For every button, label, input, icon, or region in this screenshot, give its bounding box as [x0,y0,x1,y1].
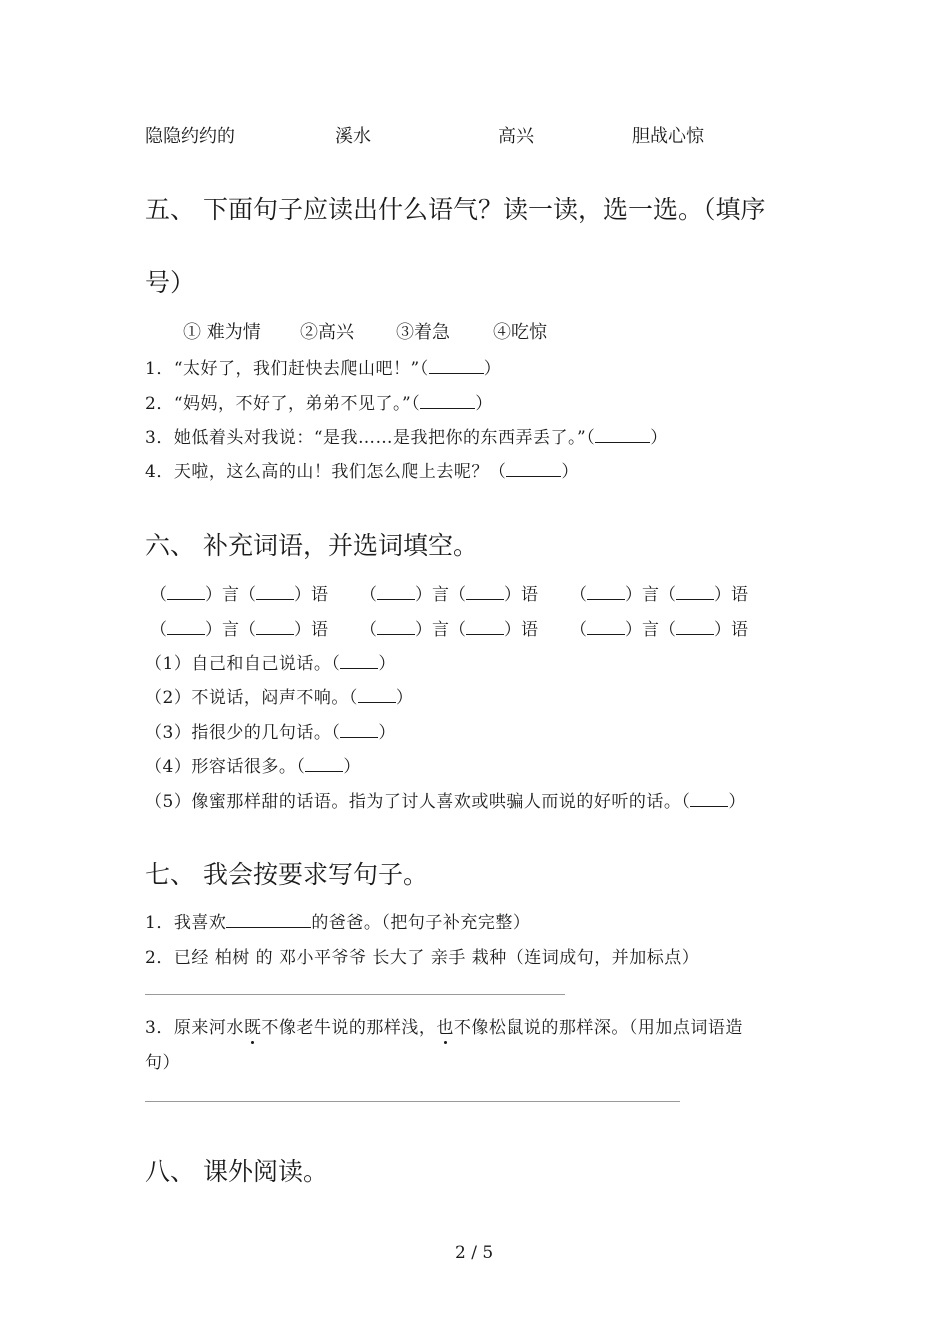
section7-heading: 七、 我会按要求写句子。 [145,860,428,889]
section5-heading: 五、 下面句子应读出什么语气？读一读，选一选。（填序 [145,195,766,224]
emphasis-dot-char: 既 [243,1018,262,1038]
emphasis-dot-char: 也 [436,1018,454,1038]
page-number: 2 / 5 [455,1243,494,1263]
answer-blank[interactable] [420,394,475,409]
s6-question-5: （5）像蜜那样甜的话语。指为了讨人喜欢或哄骗人而说的好听的话。（ ） [145,792,746,812]
s6-question-1: （1）自己和自己说话。（ ） [145,654,396,674]
answer-line[interactable] [145,1101,680,1102]
answer-blank[interactable] [429,359,484,374]
section8-heading: 八、 课外阅读。 [145,1157,328,1186]
idiom-fill[interactable]: （ ）言（ ）语 [150,620,328,640]
s7-question-3: 3．原来河水既不像老牛说的那样浅，也不像松鼠说的那样深。（用加点词语造 [145,1018,743,1038]
section6-heading: 六、 补充词语，并选词填空。 [145,531,478,560]
answer-blank[interactable] [340,654,378,669]
word-2: 溪水 [335,126,371,147]
section5-heading-cont: 号） [145,268,196,297]
s6-question-2: （2）不说话，闷声不响。（ ） [145,688,414,708]
option-2: ②高兴 [300,322,354,343]
s6-question-3: （3）指很少的几句话。（ ） [145,723,396,743]
idiom-fill[interactable]: （ ）言（ ）语 [570,585,748,605]
answer-blank[interactable] [358,688,396,703]
answer-blank[interactable] [340,723,378,738]
option-3: ③着急 [396,322,450,343]
word-1: 隐隐约约的 [145,126,235,147]
answer-line[interactable] [145,994,565,995]
answer-blank[interactable] [506,462,561,477]
idiom-fill[interactable]: （ ）言（ ）语 [570,620,748,640]
answer-blank[interactable] [595,428,650,443]
s5-question-2: 2．“妈妈，不好了，弟弟不见了。”（ ） [145,394,493,414]
s7-question-2: 2．已经 柏树 的 邓小平爷爷 长大了 亲手 栽种（连词成句，并加标点） [145,948,700,968]
s5-question-1: 1．“太好了，我们赶快去爬山吧！”（ ） [145,359,502,379]
idiom-fill[interactable]: （ ）言（ ）语 [360,585,538,605]
idiom-fill[interactable]: （ ）言（ ）语 [150,585,328,605]
word-3: 高兴 [498,126,534,147]
option-4: ④吃惊 [493,322,547,343]
s5-question-4: 4．天啦，这么高的山！我们怎么爬上去呢？（ ） [145,462,579,482]
s7-question-3-cont: 句） [145,1053,180,1073]
s6-question-4: （4）形容话很多。（ ） [145,757,361,777]
answer-blank[interactable] [305,757,343,772]
answer-blank[interactable] [690,792,728,807]
answer-blank[interactable] [226,913,311,928]
s7-question-1: 1．我喜欢 的爸爸。（把句子补充完整） [145,913,531,933]
s5-question-3: 3．她低着头对我说：“是我……是我把你的东西弄丢了。”（ ） [145,428,668,448]
word-4: 胆战心惊 [632,126,704,147]
idiom-fill[interactable]: （ ）言（ ）语 [360,620,538,640]
option-1: ① 难为情 [183,322,261,343]
